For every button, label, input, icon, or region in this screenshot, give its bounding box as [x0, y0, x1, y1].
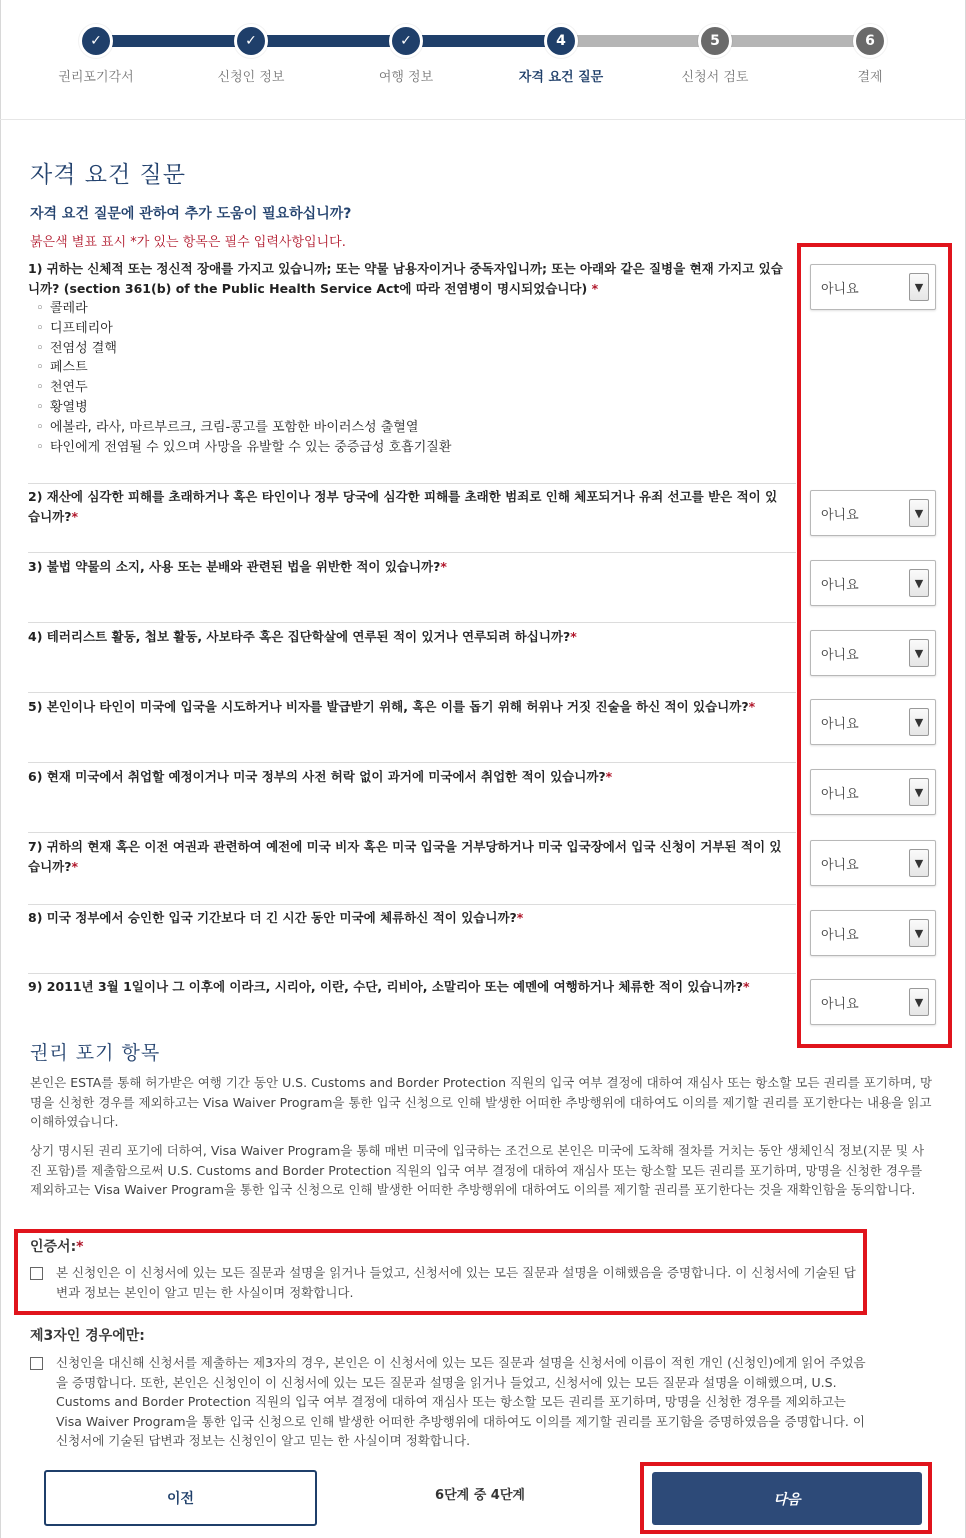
list-item: ◦ 디프테리아 — [28, 319, 786, 339]
question-1 — [28, 259, 796, 484]
chevron-down-icon[interactable]: ▼ — [909, 273, 929, 301]
list-item: ◦ 타인에게 전염될 수 있으며 사망을 유발할 수 있는 중증급성 호흡기질환 — [28, 438, 786, 458]
step-label: 신청서 검토 — [681, 70, 749, 85]
required-note: 붉은색 별표 표시 *가 있는 항목은 필수 입력사항입니다. — [30, 235, 346, 250]
required-star: * — [440, 559, 447, 574]
question-text: 3) 불법 약물의 소지, 사용 또는 분배와 관련된 법을 위반한 적이 있습니까? — [28, 559, 441, 574]
question-7 — [28, 837, 796, 905]
question-text: 5) 본인이나 타인이 미국에 입국을 시도하거나 비자를 발급받기 위해, 혹은 이를 돕기 위해 허위나 거짓 진술을 하신 적이 있습니까? — [28, 699, 749, 714]
waiver-title: 권리 포기 항목 — [30, 1042, 161, 1064]
list-item: ◦ 에볼라, 라사, 마르부르크, 크림-콩고를 포함한 바이러스성 출혈열 — [28, 418, 786, 438]
required-star: * — [71, 859, 79, 874]
waiver-paragraph-1: 본인은 ESTA를 통해 허가받은 여행 기간 동안 U.S. Customs and Border Protection 직원의 입국 여부 결정에 대하여 재심사 또는 항소할 모든 권리를 포기하며, 망명을 신청한 경우를 제외하고는 Visa Waiver Program을 통한 입국 신청으로 인해 발생한 어떠한 추방행위에 대하여도 이의를 제기할 권리를 포기한다는 내용을 읽고 이해하였습니다. — [30, 1075, 933, 1129]
question-4 — [28, 627, 796, 693]
question-9 — [28, 977, 796, 1035]
step-label: 권리포기각서 — [58, 70, 134, 85]
select-value: 아니요 — [821, 858, 859, 873]
chevron-down-icon[interactable]: ▼ — [909, 708, 929, 736]
certification-text: 본 신청인은 이 신청서에 있는 모든 질문과 설명을 읽거나 들었고, 신청서에 있는 모든 질문과 설명을 이해했음을 증명합니다. 이 신청서에 기술된 답변과 정보는 본인이 알고 믿는 한 사실이며 정확합니다. — [56, 1265, 856, 1300]
list-item: ◦ 전염성 결핵 — [28, 339, 786, 359]
select-value: 아니요 — [821, 648, 859, 663]
third-party-checkbox[interactable] — [30, 1357, 43, 1370]
question-8 — [28, 908, 796, 974]
step-label: 결제 — [857, 70, 883, 85]
select-value: 아니요 — [821, 717, 859, 732]
question-text: 8) 미국 정부에서 승인한 입국 기간보다 더 긴 시간 동안 미국에 체류하신 적이 있습니까? — [28, 910, 517, 925]
select-value: 아니요 — [821, 578, 859, 593]
third-party-title: 제3자인 경우에만: — [30, 1328, 145, 1344]
question-2 — [28, 487, 796, 553]
check-icon: ✓ — [79, 24, 113, 58]
progress-track-complete — [96, 35, 561, 47]
page-title: 자격 요건 질문 — [30, 162, 186, 188]
required-star: * — [71, 509, 79, 524]
select-value: 아니요 — [821, 928, 859, 943]
step-number: 5 — [698, 24, 732, 58]
required-star: * — [570, 629, 577, 644]
question-6 — [28, 767, 796, 833]
select-value: 아니요 — [821, 282, 859, 297]
select-value: 아니요 — [821, 787, 859, 802]
list-item: ◦ 황열병 — [28, 398, 786, 418]
question-text: 9) 2011년 3월 1일이나 그 이후에 이라크, 시리아, 이란, 수단, 리비아, 소말리아 또는 예멘에 여행하거나 체류한 적이 있습니까? — [28, 979, 743, 994]
step-number: 4 — [544, 24, 578, 58]
step-count: 6단계 중 4단계 — [435, 1488, 525, 1503]
list-item: ◦ 페스트 — [28, 358, 786, 378]
highlight-answers — [797, 243, 952, 1048]
step-label: 신청인 정보 — [217, 70, 285, 85]
question-text: 4) 테러리스트 활동, 첩보 활동, 사보타주 혹은 집단학살에 연루된 적이 있거나 연루되려 하십니까? — [28, 629, 571, 644]
next-button[interactable]: 다음 — [652, 1472, 922, 1525]
question-text: 6) 현재 미국에서 취업할 예정이거나 미국 정부의 사전 허락 없이 과거에 미국에서 취업한 적이 있습니까? — [28, 769, 606, 784]
waiver-paragraph-2: 상기 명시된 권리 포기에 더하여, Visa Waiver Program을 통해 매번 미국에 입국하는 조건으로 본인은 미국에 도착해 절차를 거치는 동안 생체인식 정보(지문 및 사진 포함)를 제출함으로써 U.S. Customs and Border Protection 직원의 입국 여부 결정에 대하여 재심사 또는 항소할 모든 권리를 포기하며, 망명을 신청한 경우를 제외하고는 Visa Waiver Program을 통한 입국 신청으로 인해 발생한 어떠한 추방행위에 대하여도 이의를 제기할 권리를 포기한다는 것을 재확인함을 동의합니다. — [30, 1143, 925, 1197]
select-value: 아니요 — [821, 508, 859, 523]
chevron-down-icon[interactable]: ▼ — [909, 778, 929, 806]
required-star: * — [748, 699, 756, 714]
step-label: 자격 요건 질문 — [518, 70, 604, 85]
progress-stepper — [0, 0, 966, 120]
disease-list — [28, 299, 786, 457]
chevron-down-icon[interactable]: ▼ — [909, 569, 929, 597]
step-label: 여행 정보 — [378, 70, 434, 85]
certification-title-text: 인증서: — [30, 1239, 77, 1255]
chevron-down-icon[interactable]: ▼ — [909, 639, 929, 667]
question-5 — [28, 697, 796, 763]
check-icon: ✓ — [234, 24, 268, 58]
third-party-text: 신청인을 대신해 신청서를 제출하는 제3자의 경우, 본인은 이 신청서에 있는 모든 질문과 설명을 신청서에 이름이 적힌 개인 (신청인)에게 읽어 주었음을 증명합니다. 또한, 본인은 신청인이 이 신청서에 있는 모든 질문과 설명을 읽거나 들었고, 신청서에 있는 모든 질문과 설명을 이해했으며, U.S. Customs and Border Protection 직원의 입국 여부 결정에 대하여 재심사 또는 항소할 모든 권리를 포기하며, 망명을 신청한 경우를 제외하고는 Visa Waiver Program을 통한 입국 신청으로 인해 발생한 어떠한 추방행위에 대하여도 이의를 제기할 권리를 포기함을 증명하였음을 증명합니다. 이 신청서에 기술된 답변과 정보는 신청인이 알고 믿는 한 사실이며 정확합니다. — [56, 1355, 866, 1448]
required-star: * — [605, 769, 613, 784]
required-star: * — [516, 910, 524, 925]
check-icon: ✓ — [389, 24, 423, 58]
step-number: 6 — [853, 24, 887, 58]
select-value: 아니요 — [821, 997, 859, 1012]
required-star: * — [76, 1239, 84, 1255]
certification-checkbox[interactable] — [30, 1267, 43, 1280]
chevron-down-icon[interactable]: ▼ — [909, 919, 929, 947]
previous-button[interactable]: 이전 — [44, 1470, 317, 1526]
question-3 — [28, 557, 796, 623]
list-item: ◦ 콜레라 — [28, 299, 786, 319]
certification-title — [30, 1236, 84, 1256]
chevron-down-icon[interactable]: ▼ — [909, 499, 929, 527]
question-text: 2) 재산에 심각한 피해를 초래하거나 혹은 타인이나 정부 당국에 심각한 피해를 초래한 범죄로 인해 체포되거나 유죄 선고를 받은 적이 있습니까? — [28, 489, 778, 524]
question-text: 1) 귀하는 신체적 또는 정신적 장애를 가지고 있습니까; 또는 약물 남용자이거나 중독자입니까; 또는 아래와 같은 질병을 현재 가지고 있습니까? (section 361(b) of the Public Health Service Act에 따라 전염병이 명시되었습니다) — [28, 261, 783, 296]
help-link[interactable]: 자격 요건 질문에 관하여 추가 도움이 필요하십니까? — [30, 206, 352, 222]
question-text: 7) 귀하의 현재 혹은 이전 여권과 관련하여 예전에 미국 비자 혹은 미국 입국을 거부당하거나 미국 입국장에서 입국 신청이 거부된 적이 있습니까? — [28, 839, 782, 874]
chevron-down-icon[interactable]: ▼ — [909, 849, 929, 877]
required-star: * — [742, 979, 750, 994]
required-star: * — [591, 281, 599, 296]
list-item: ◦ 천연두 — [28, 378, 786, 398]
chevron-down-icon[interactable]: ▼ — [909, 988, 929, 1016]
